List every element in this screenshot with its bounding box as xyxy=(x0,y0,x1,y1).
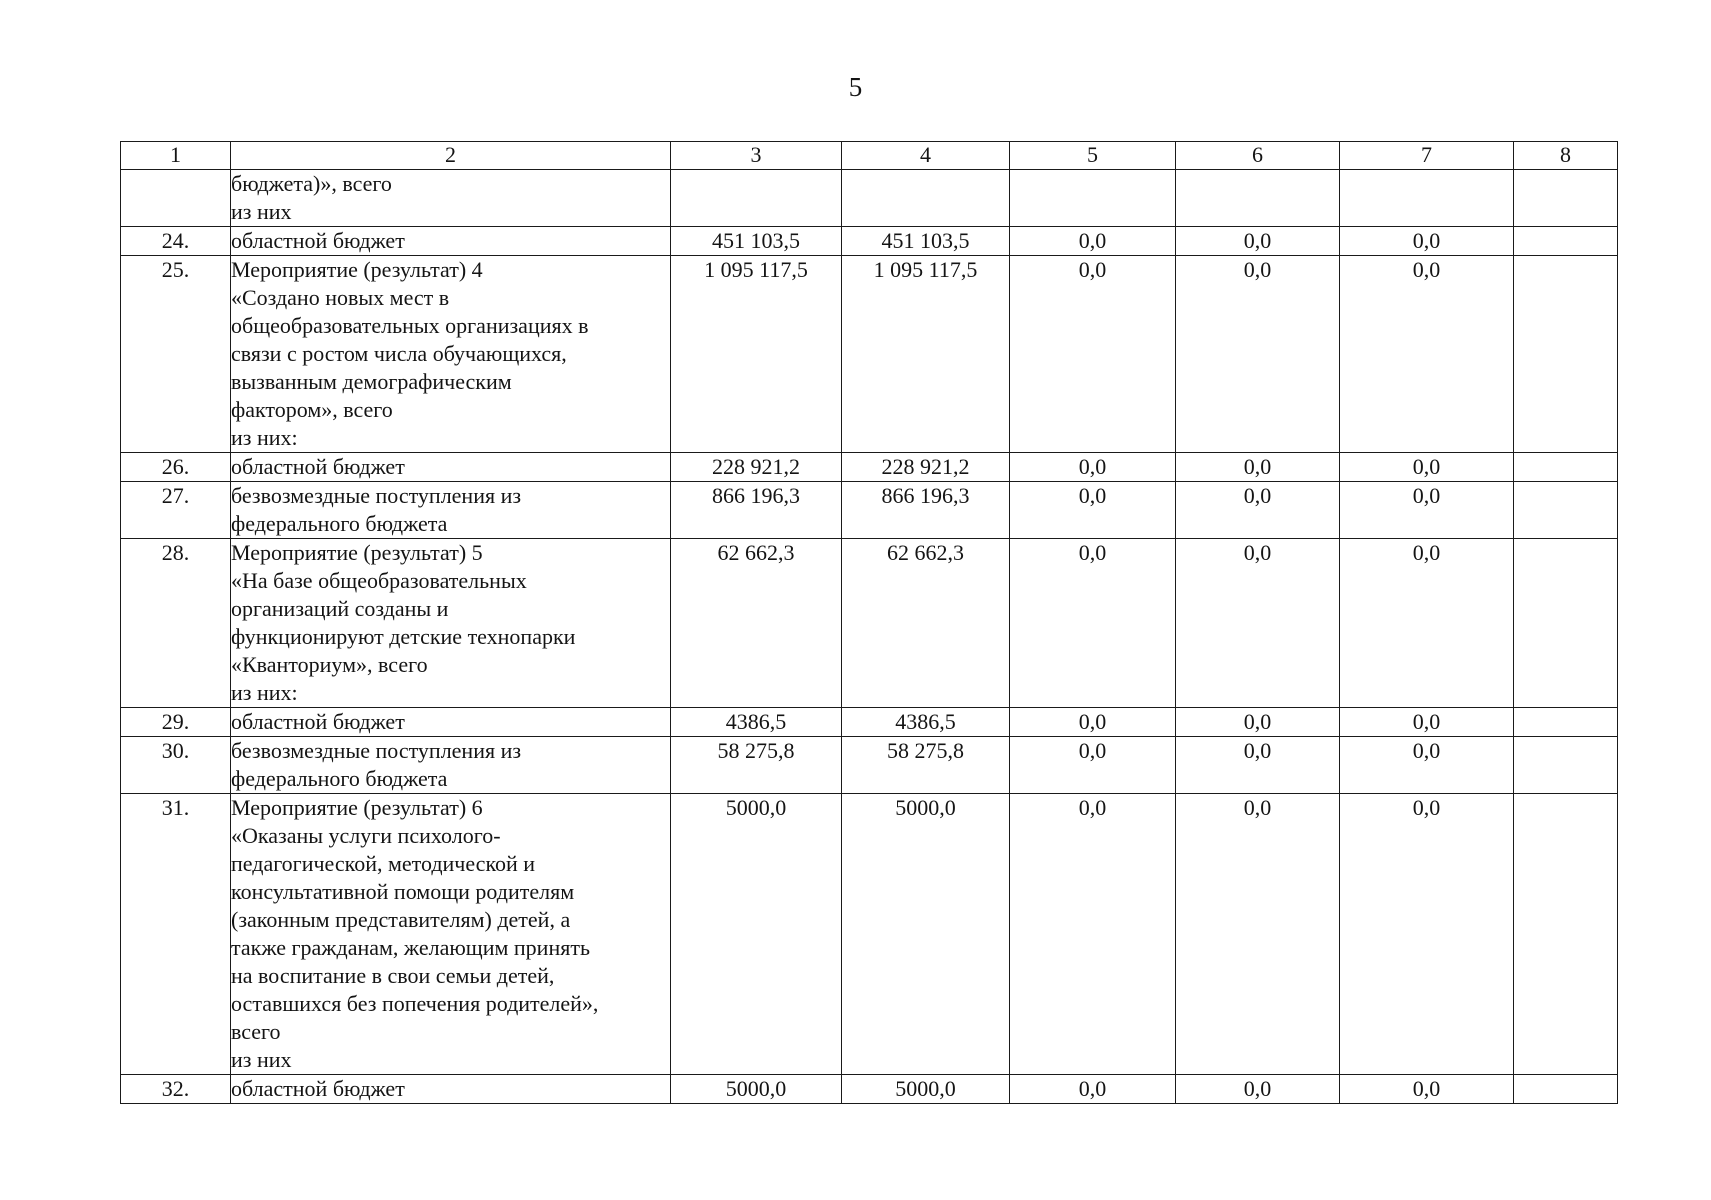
row-name-line: областной бюджет xyxy=(231,1076,405,1101)
cell-c3: 58 275,8 xyxy=(671,737,842,794)
row-name-line: связи с ростом числа обучающихся, xyxy=(231,341,567,366)
cell-c6 xyxy=(1176,170,1340,227)
cell-c3: 451 103,5 xyxy=(671,227,842,256)
table-row xyxy=(121,737,1618,794)
row-number: 32. xyxy=(121,1075,231,1104)
table-body xyxy=(121,170,1618,1104)
row-name-line: фактором», всего xyxy=(231,397,393,422)
cell-c8 xyxy=(1514,482,1618,539)
row-name-line: бюджета)», всего xyxy=(231,171,392,196)
cell-c5: 0,0 xyxy=(1010,737,1176,794)
row-name-line: на воспитание в свои семьи детей, xyxy=(231,963,555,988)
column-header: 7 xyxy=(1340,142,1514,170)
row-name-line: также гражданам, желающим принять xyxy=(231,935,590,960)
row-name-line: организаций созданы и xyxy=(231,596,449,621)
cell-c8 xyxy=(1514,737,1618,794)
row-name xyxy=(231,539,671,708)
row-name xyxy=(231,453,671,482)
cell-c8 xyxy=(1514,1075,1618,1104)
column-header: 8 xyxy=(1514,142,1618,170)
row-name-line: из них xyxy=(231,1047,292,1072)
row-name-line: оставшихся без попечения родителей», xyxy=(231,991,599,1016)
cell-c6: 0,0 xyxy=(1176,256,1340,453)
cell-c3: 5000,0 xyxy=(671,794,842,1075)
row-name-line: консультативной помощи родителям xyxy=(231,879,575,904)
cell-c8 xyxy=(1514,227,1618,256)
row-name-line: функционируют детские технопарки xyxy=(231,624,576,649)
cell-c5: 0,0 xyxy=(1010,482,1176,539)
cell-c6: 0,0 xyxy=(1176,453,1340,482)
row-name-line: областной бюджет xyxy=(231,454,405,479)
cell-c4: 1 095 117,5 xyxy=(842,256,1010,453)
cell-c7: 0,0 xyxy=(1340,482,1514,539)
cell-c3: 228 921,2 xyxy=(671,453,842,482)
row-name-line: безвозмездные поступления из xyxy=(231,738,522,763)
row-name-line: из них xyxy=(231,199,292,224)
cell-c7 xyxy=(1340,170,1514,227)
cell-c4: 5000,0 xyxy=(842,794,1010,1075)
cell-c6: 0,0 xyxy=(1176,482,1340,539)
cell-c4: 451 103,5 xyxy=(842,227,1010,256)
row-name-line: из них: xyxy=(231,425,298,450)
row-number: 27. xyxy=(121,482,231,539)
row-name-line: федерального бюджета xyxy=(231,766,448,791)
row-name-line: Мероприятие (результат) 5 xyxy=(231,540,483,565)
cell-c6: 0,0 xyxy=(1176,794,1340,1075)
cell-c5: 0,0 xyxy=(1010,227,1176,256)
row-name xyxy=(231,1075,671,1104)
cell-c6: 0,0 xyxy=(1176,1075,1340,1104)
row-name xyxy=(231,794,671,1075)
row-name-line: педагогической, методической и xyxy=(231,851,536,876)
cell-c5: 0,0 xyxy=(1010,256,1176,453)
cell-c6: 0,0 xyxy=(1176,539,1340,708)
row-name-line: (законным представителям) детей, а xyxy=(231,907,571,932)
cell-c8 xyxy=(1514,539,1618,708)
cell-c6: 0,0 xyxy=(1176,708,1340,737)
cell-c5: 0,0 xyxy=(1010,539,1176,708)
row-name-line: областной бюджет xyxy=(231,709,405,734)
row-number: 28. xyxy=(121,539,231,708)
row-name-line: безвозмездные поступления из xyxy=(231,483,522,508)
row-name-line: федерального бюджета xyxy=(231,511,448,536)
page-number: 5 xyxy=(848,72,863,102)
cell-c5: 0,0 xyxy=(1010,708,1176,737)
cell-c7: 0,0 xyxy=(1340,708,1514,737)
table-row xyxy=(121,1075,1618,1104)
cell-c3: 4386,5 xyxy=(671,708,842,737)
cell-c7: 0,0 xyxy=(1340,453,1514,482)
row-name-line: Мероприятие (результат) 6 xyxy=(231,795,483,820)
cell-c4: 228 921,2 xyxy=(842,453,1010,482)
cell-c3 xyxy=(671,170,842,227)
budget-table xyxy=(120,141,1618,1104)
row-name-line: «На базе общеобразовательных xyxy=(231,568,527,593)
row-number: 30. xyxy=(121,737,231,794)
row-name-line: из них: xyxy=(231,680,298,705)
row-name xyxy=(231,227,671,256)
cell-c7: 0,0 xyxy=(1340,256,1514,453)
column-header: 2 xyxy=(231,142,671,170)
cell-c5: 0,0 xyxy=(1010,794,1176,1075)
table-row xyxy=(121,453,1618,482)
cell-c8 xyxy=(1514,453,1618,482)
cell-c4: 4386,5 xyxy=(842,708,1010,737)
row-number: 26. xyxy=(121,453,231,482)
cell-c7: 0,0 xyxy=(1340,794,1514,1075)
cell-c5: 0,0 xyxy=(1010,453,1176,482)
cell-c8 xyxy=(1514,170,1618,227)
row-number: 29. xyxy=(121,708,231,737)
cell-c4 xyxy=(842,170,1010,227)
row-name xyxy=(231,737,671,794)
column-header: 1 xyxy=(121,142,231,170)
cell-c6: 0,0 xyxy=(1176,737,1340,794)
cell-c3: 1 095 117,5 xyxy=(671,256,842,453)
cell-c8 xyxy=(1514,708,1618,737)
cell-c6: 0,0 xyxy=(1176,227,1340,256)
row-name xyxy=(231,708,671,737)
cell-c4: 58 275,8 xyxy=(842,737,1010,794)
column-header: 4 xyxy=(842,142,1010,170)
row-name-line: «Кванториум», всего xyxy=(231,652,428,677)
row-name-line: «Создано новых мест в xyxy=(231,285,450,310)
column-header: 3 xyxy=(671,142,842,170)
row-name-line: всего xyxy=(231,1019,281,1044)
table-row xyxy=(121,227,1618,256)
row-name-line: Мероприятие (результат) 4 xyxy=(231,257,483,282)
cell-c5: 0,0 xyxy=(1010,1075,1176,1104)
cell-c4: 5000,0 xyxy=(842,1075,1010,1104)
row-name xyxy=(231,170,671,227)
cell-c3: 5000,0 xyxy=(671,1075,842,1104)
row-name-line: общеобразовательных организациях в xyxy=(231,313,589,338)
cell-c8 xyxy=(1514,794,1618,1075)
row-name-line: вызванным демографическим xyxy=(231,369,512,394)
row-number: 25. xyxy=(121,256,231,453)
table-header-row xyxy=(121,142,1618,170)
row-name xyxy=(231,256,671,453)
table-row xyxy=(121,482,1618,539)
cell-c4: 62 662,3 xyxy=(842,539,1010,708)
cell-c7: 0,0 xyxy=(1340,539,1514,708)
cell-c4: 866 196,3 xyxy=(842,482,1010,539)
row-name xyxy=(231,482,671,539)
row-number: 31. xyxy=(121,794,231,1075)
table-row xyxy=(121,539,1618,708)
table-row xyxy=(121,708,1618,737)
cell-c3: 866 196,3 xyxy=(671,482,842,539)
table-row xyxy=(121,256,1618,453)
column-header: 6 xyxy=(1176,142,1340,170)
cell-c7: 0,0 xyxy=(1340,227,1514,256)
cell-c8 xyxy=(1514,256,1618,453)
column-header: 5 xyxy=(1010,142,1176,170)
row-number: 24. xyxy=(121,227,231,256)
cell-c7: 0,0 xyxy=(1340,737,1514,794)
cell-c7: 0,0 xyxy=(1340,1075,1514,1104)
cell-c5 xyxy=(1010,170,1176,227)
row-number xyxy=(121,170,231,227)
table-row xyxy=(121,794,1618,1075)
table-row xyxy=(121,170,1618,227)
row-name-line: «Оказаны услуги психолого- xyxy=(231,823,501,848)
cell-c3: 62 662,3 xyxy=(671,539,842,708)
row-name-line: областной бюджет xyxy=(231,228,405,253)
